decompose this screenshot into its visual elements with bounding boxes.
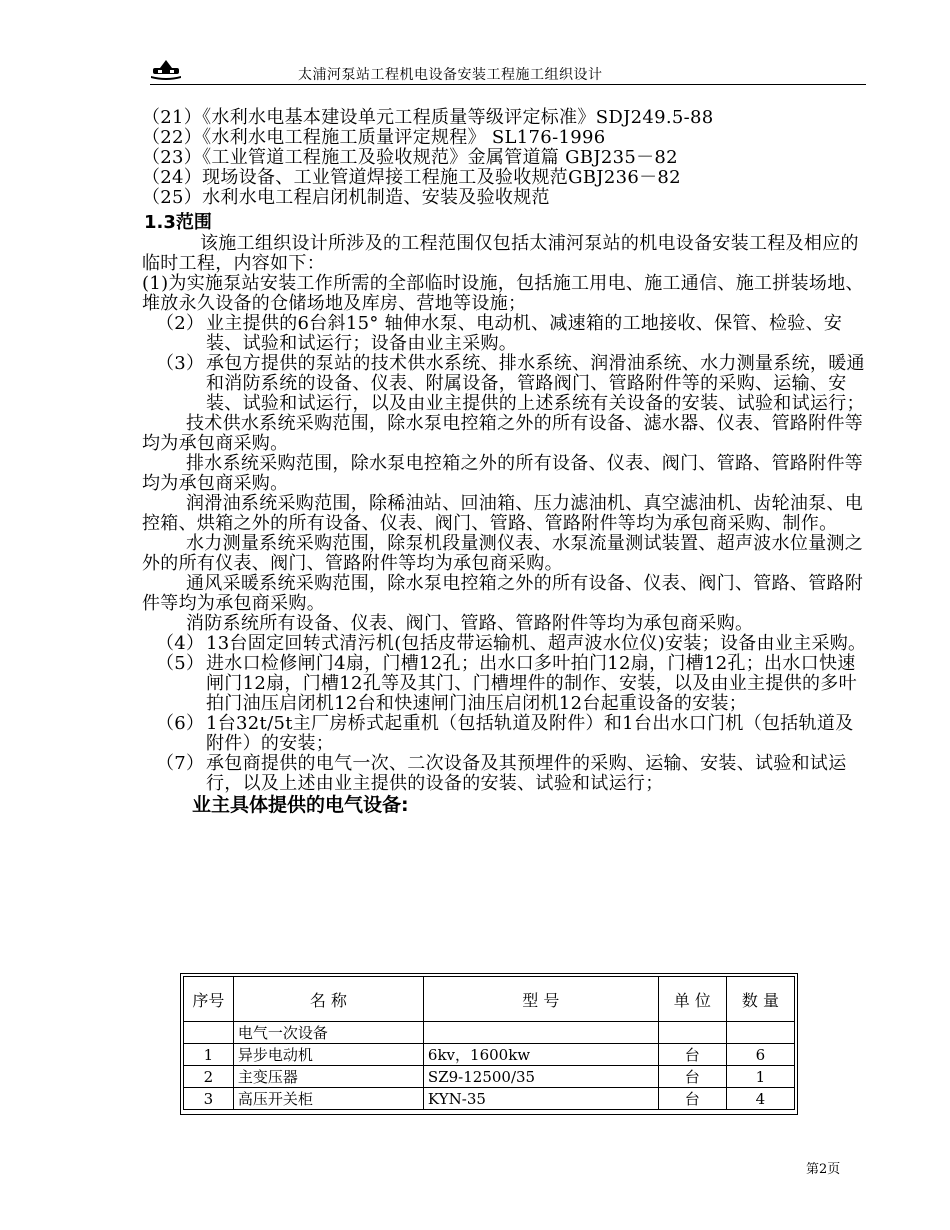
item-text: 1台32t/5t主厂房桥式起重机（包括轨道及附件）和1台出水口门机（包括轨道及附件）的安装； bbox=[206, 713, 854, 754]
cell-quantity: 4 bbox=[726, 1088, 794, 1110]
item-number: (1) bbox=[142, 273, 169, 294]
cell-name: 主变压器 bbox=[233, 1066, 423, 1088]
scope-paragraph: 排水系统采购范围，除水泵电控箱之外的所有设备、仪表、阀门、管路、管路附件等均为承包商采购。 bbox=[142, 453, 864, 494]
reference-line: （22）《水利水电工程施工质量评定规程》 SL176-1996 bbox=[142, 127, 606, 148]
reference-line: （23）《工业管道工程施工及验收规范》金属管道篇 GBJ235－82 bbox=[142, 147, 678, 168]
header-unit: 单 位 bbox=[658, 977, 726, 1022]
reference-line: （25）水利水电工程启闭机制造、安装及验收规范 bbox=[142, 187, 550, 208]
table-group-row bbox=[184, 1022, 795, 1044]
item-text: 业主提供的6台斜15° 轴伸水泵、电动机、减速箱的工地接收、保管、检验、安装、试验和试运行；设备由业主采购。 bbox=[206, 313, 843, 354]
table-row bbox=[184, 1044, 795, 1066]
intro-paragraph: 该施工组织设计所涉及的工程范围仅包括太浦河泵站的机电设备安装工程及相应的临时工程，内容如下： bbox=[142, 233, 859, 274]
page-number: 第2页 bbox=[806, 1162, 841, 1177]
document-body bbox=[142, 108, 870, 816]
scope-item-2 bbox=[142, 314, 870, 354]
table-row bbox=[184, 1088, 795, 1110]
cell-model: SZ9-12500/35 bbox=[423, 1066, 658, 1088]
cell-name: 异步电动机 bbox=[233, 1044, 423, 1066]
scope-paragraph: 技术供水系统采购范围，除水泵电控箱之外的所有设备、滤水器、仪表、管路附件等均为承包商采购。 bbox=[142, 413, 864, 454]
page-header bbox=[150, 58, 866, 86]
company-logo-icon bbox=[150, 58, 182, 80]
scope-item-7 bbox=[142, 754, 870, 794]
header-quantity: 数 量 bbox=[726, 977, 794, 1022]
scope-paragraph: 润滑油系统采购范围，除稀油站、回油箱、压力滤油机、真空滤油机、齿轮油泵、电控箱、烘箱之外的所有设备、仪表、阀门、管路、管路附件等均为承包商采购、制作。 bbox=[142, 493, 864, 534]
cell-index: 1 bbox=[184, 1044, 234, 1066]
scope-item-5 bbox=[142, 654, 870, 714]
section-title: 1.3范围 bbox=[144, 212, 212, 233]
scope-paragraph: 通风采暖系统采购范围，除水泵电控箱之外的所有设备、仪表、阀门、管路、管路附件等均为承包商采购。 bbox=[142, 573, 864, 614]
cell-name: 高压开关柜 bbox=[233, 1088, 423, 1110]
header-rule bbox=[150, 84, 866, 85]
cell-unit: 台 bbox=[658, 1066, 726, 1088]
table-header-row bbox=[184, 977, 795, 1022]
scope-paragraph: 水力测量系统采购范围，除泵机段量测仪表、水泵流量测试装置、超声波水位量测之外的所有仪表、阀门、管路附件等均为承包商采购。 bbox=[142, 533, 864, 574]
cell-model: 6kv，1600kw bbox=[423, 1044, 658, 1066]
equipment-table bbox=[183, 976, 795, 1110]
cell-unit: 台 bbox=[658, 1044, 726, 1066]
item-text: 承包商提供的电气一次、二次设备及其预埋件的采购、运输、安装、试验和试运行，以及上述由业主提供的设备的安装、试验和试运行； bbox=[206, 753, 847, 794]
header-name: 名 称 bbox=[233, 977, 423, 1022]
item-number: （4） bbox=[156, 633, 205, 654]
item-text: 13台固定回转式清污机(包括皮带运输机、超声波水位仪)安装；设备由业主采购。 bbox=[206, 633, 867, 654]
cell-model: KYN-35 bbox=[423, 1088, 658, 1110]
scope-item-3 bbox=[142, 354, 870, 414]
header-index: 序号 bbox=[184, 977, 234, 1022]
item-number: （3） bbox=[156, 353, 205, 374]
item-text: 进水口检修闸门4扇，门槽12孔；出水口多叶拍门12扇，门槽12孔；出水口快速闸门12扇，门槽12孔等及其门、门槽埋件的制作、安装，以及由业主提供的多叶拍门油压启闭机12台和快速闸门油压启闭机12台起重设备的安装； bbox=[206, 653, 857, 714]
header-model: 型 号 bbox=[423, 977, 658, 1022]
scope-item-1 bbox=[142, 274, 870, 314]
item-text: 为实施泵站安装工作所需的全部临时设施，包括施工用电、施工通信、施工拼装场地、堆放永久设备的仓储场地及库房、营地等设施； bbox=[142, 273, 864, 314]
scope-item-4 bbox=[142, 634, 870, 654]
cell-quantity: 1 bbox=[726, 1066, 794, 1088]
header-title: 太浦河泵站工程机电设备安装工程施工组织设计 bbox=[298, 67, 603, 83]
cell-quantity: 6 bbox=[726, 1044, 794, 1066]
cell-index: 2 bbox=[184, 1066, 234, 1088]
scope-paragraph: 消防系统所有设备、仪表、阀门、管路、管路附件等均为承包商采购。 bbox=[186, 613, 754, 634]
item-number: （2） bbox=[156, 313, 205, 334]
table-title: 业主具体提供的电气设备: bbox=[192, 794, 409, 816]
item-number: （5） bbox=[156, 653, 205, 674]
item-number: （6） bbox=[156, 713, 205, 734]
item-number: （7） bbox=[156, 753, 205, 774]
group-label: 电气一次设备 bbox=[233, 1022, 423, 1044]
table-row bbox=[184, 1066, 795, 1088]
scope-item-6 bbox=[142, 714, 870, 754]
reference-line: （21）《水利水电基本建设单元工程质量等级评定标准》SDJ249.5-88 bbox=[142, 107, 714, 128]
item-text: 承包方提供的泵站的技术供水系统、排水系统、润滑油系统、水力测量系统，暖通和消防系统的设备、仪表、附属设备，管路阀门、管路附件等的采购、运输、安装、试验和试运行，以及由业主提供的上述系统有关设备的安装、试验和试运行； bbox=[206, 353, 865, 414]
reference-line: （24）现场设备、工业管道焊接工程施工及验收规范GBJ236－82 bbox=[142, 167, 681, 188]
cell-unit: 台 bbox=[658, 1088, 726, 1110]
cell-index: 3 bbox=[184, 1088, 234, 1110]
